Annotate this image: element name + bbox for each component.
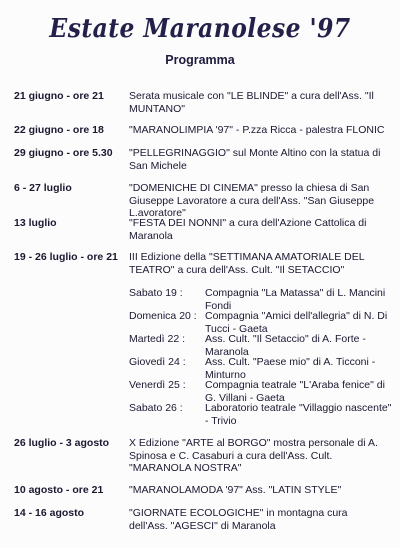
- event-date: 6 - 27 luglio: [14, 182, 72, 194]
- schedule-activity: Compagnia teatrale "L'Araba fenice" di G. Villani - Gaeta: [205, 379, 385, 404]
- event-description: "DOMENICHE DI CINEMA" presso la chiesa di San Giuseppe Lavoratore a cura dell'Ass. "San Giuseppe L.avoratore": [129, 182, 375, 219]
- event-date: 14 - 16 agosto: [14, 507, 85, 519]
- schedule-activity: Laboratorio teatrale "Villaggio nascente" - Trivio: [205, 402, 392, 427]
- schedule-day: Sabato 26 :: [129, 402, 183, 414]
- event-description: Serata musicale con "LE BLINDE" a cura dell'Ass. "Il MUNTANO": [129, 90, 374, 115]
- event-description: X Edizione "ARTE al BORGO" mostra personale di A. Spinosa e C. Casaburi a cura dell'Ass. Cult. "MARANOLA NOSTRA": [129, 437, 378, 474]
- schedule-activity: Ass. Cult. "Paese mio" di A. Ticconi - Minturno: [205, 356, 376, 381]
- page-subtitle: Programma: [165, 53, 235, 67]
- event-description: "MARANOLAMODA '97" Ass. "LATIN STYLE": [129, 484, 342, 496]
- schedule-day: Giovedì 24 :: [129, 356, 186, 368]
- event-date: 22 giugno - ore 18: [14, 124, 104, 136]
- event-description: III Edizione della "SETTIMANA AMATORIALE DEL TEATRO" a cura dell'Ass. Cult. "Il SETACCIO": [129, 251, 365, 276]
- event-description: "GIORNATE ECOLOGICHE" in montagna cura dell'Ass. "AGESCI" di Maranola: [129, 507, 348, 532]
- schedule-activity: Compagnia "La Matassa" di L. Mancini Fondi: [205, 287, 386, 312]
- schedule-activity: Ass. Cult. "Il Setaccio" di A. Forte - Maranola: [205, 333, 366, 358]
- schedule-day: Martedì 22 :: [129, 333, 186, 345]
- event-date: 21 giugno - ore 21: [14, 90, 104, 102]
- event-date: 13 luglio: [14, 217, 57, 229]
- event-description: "MARANOLIMPIA '97" - P.zza Ricca - palestra FLONIC: [129, 124, 385, 136]
- event-description: "FESTA DEI NONNI" a cura dell'Azione Cattolica di Maranola: [129, 217, 367, 242]
- schedule-activity: Compagnia "Amici dell'allegria" di N. Di Tucci - Gaeta: [205, 310, 388, 335]
- event-date: 29 giugno - ore 5.30: [14, 147, 113, 159]
- event-date: 10 agosto - ore 21: [14, 484, 104, 496]
- schedule-day: Venerdì 25 :: [129, 379, 186, 391]
- schedule-day: Domenica 20 :: [129, 310, 197, 322]
- event-date: 19 - 26 luglio - ore 21: [14, 251, 118, 263]
- page-title: Estate Maranolese '97: [49, 14, 351, 44]
- event-description: "PELLEGRINAGGIO" sul Monte Altino con la statua di San Michele: [129, 147, 381, 172]
- event-date: 26 luglio - 3 agosto: [14, 437, 110, 449]
- schedule-day: Sabato 19 :: [129, 287, 183, 299]
